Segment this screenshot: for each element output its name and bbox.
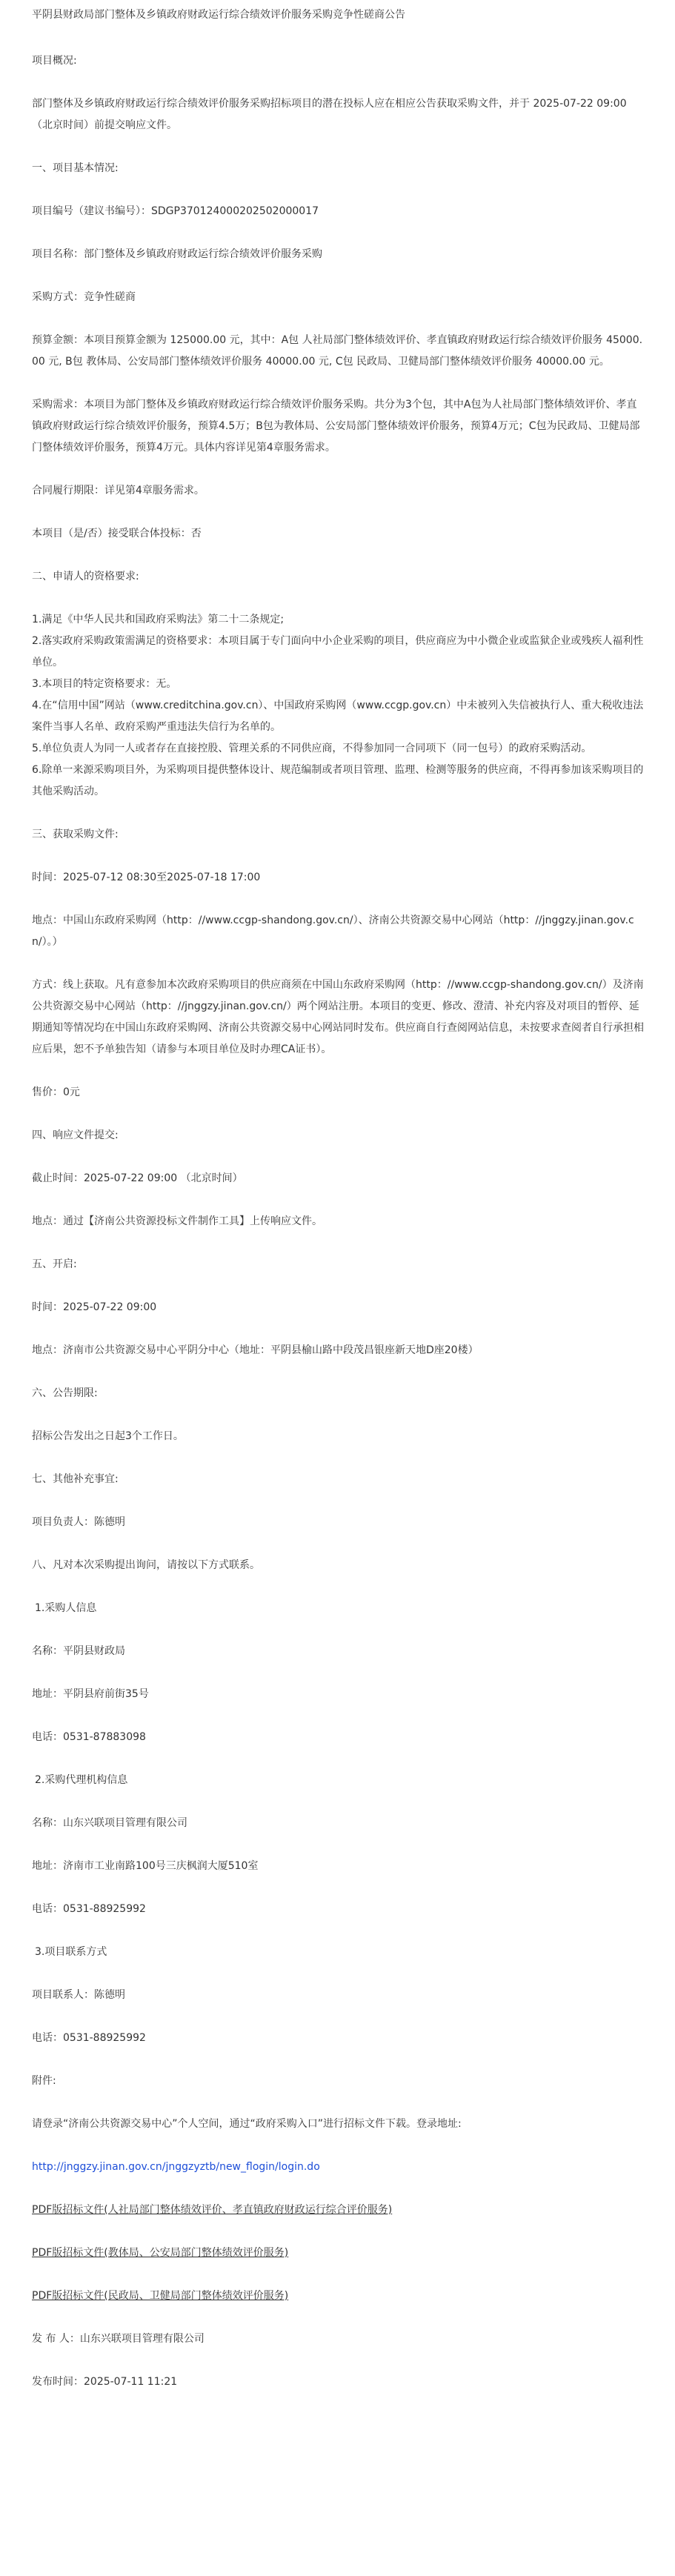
obtain-place: 地点：中国山东政府采购网（http：//www.ccgp-shandong.gov.cn/）、济南公共资源交易中心网站（http：//jnggzy.jinan.gov.cn/）。）: [32, 914, 634, 948]
qualification-item: 4.在“信用中国”网站（www.creditchina.gov.cn）、中国政府采购网（www.ccgp.gov.cn）中未被列入失信被执行人、重大税收违法案件当事人名单、政府采购严重违法失信行为名单的。: [32, 700, 644, 733]
qualification-item: 6.除单一来源采购项目外，为采购项目提供整体设计、规范编制或者项目管理、监理、检测等服务的供应商，不得再参加该采购项目的其他采购活动。: [32, 764, 644, 797]
overview-heading: 项目概况:: [32, 55, 77, 67]
section-2-heading: 二、申请人的资格要求:: [32, 571, 139, 582]
qualification-item: 5.单位负责人为同一人或者存在直接控股、管理关系的不同供应商，不得参加同一合同项下（同一包号）的政府采购活动。: [32, 743, 592, 754]
contact-person: 项目联系人：陈德明: [32, 1989, 125, 2001]
overview-text: 部门整体及乡镇政府财政运行综合绩效评价服务采购招标项目的潜在投标人应在相应公告获取采购文件，并于 2025-07-22 09:00 （北京时间）前提交响应文件。: [32, 98, 627, 131]
agency-heading: 2.采购代理机构信息: [35, 1774, 128, 1786]
obtain-method: 方式：线上获取。凡有意参加本次政府采购项目的供应商须在中国山东政府采购网（http：//www.ccgp-shandong.gov.cn/）及济南公共资源交易中心网站（http：//jnggzy.jinan.gov.cn/）两个网站注册。本项目的变更、修改、澄清、补充内容及对项目的暂停、延期通知等情况均在中国山东政府采购网、济南公共资源交易中心网站同时发布。供应商自行查阅网站信息，未按要求查阅者自行承担相应后果，恕不予单独告知（请参与本项目单位及时办理CA证书）。: [32, 979, 644, 1055]
opening-time: 时间：2025-07-22 09:00: [32, 1301, 157, 1313]
publish-time: 发布时间：2025-07-11 11:21: [32, 2376, 178, 2388]
procurement-needs: 采购需求：本项目为部门整体及乡镇政府财政运行综合绩效评价服务采购。共分为3个包，其中A包为人社局部门整体绩效评价、孝直镇政府财政运行综合绩效评价服务，预算4.5万；B包为教体局、公安局部门整体绩效评价服务，预算4万元；C包为民政局、卫健局部门整体绩效评价服务，预算4万元。具体内容详见第4章服务需求。: [32, 399, 640, 454]
qualification-item: 1.满足《中华人民共和国政府采购法》第二十二条规定;: [32, 614, 285, 625]
section-6-heading: 六、公告期限:: [32, 1387, 98, 1399]
project-name: 项目名称：部门整体及乡镇政府财政运行综合绩效评价服务采购: [32, 248, 322, 260]
pdf-document-b-link[interactable]: PDF版招标文件(教体局、公安局部门整体绩效评价服务): [32, 2247, 289, 2259]
purchaser-name: 名称：平阴县财政局: [32, 1645, 125, 1657]
pdf-document-a-link[interactable]: PDF版招标文件(人社局部门整体绩效评价、孝直镇政府财政运行综合评价服务): [32, 2204, 393, 2216]
agency-address: 地址：济南市工业南路100号三庆枫润大厦510室: [32, 1860, 259, 1872]
purchaser-heading: 1.采购人信息: [35, 1602, 97, 1614]
publisher: 发 布 人：山东兴联项目管理有限公司: [32, 2333, 205, 2345]
opening-place: 地点：济南市公共资源交易中心平阴分中心（地址：平阴县榆山路中段茂昌银座新天地D座20楼）: [32, 1344, 479, 1356]
document-price: 售价：0元: [32, 1086, 80, 1098]
submission-deadline: 截止时间：2025-07-22 09:00 （北京时间）: [32, 1172, 243, 1184]
contract-period: 合同履行期限：详见第4章服务需求。: [32, 485, 205, 497]
budget-amount: 预算金额：本项目预算金额为 125000.00 元，其中：A包 人社局部门整体绩效评价、孝直镇政府财政运行综合绩效评价服务 45000.00 元, B包 教体局、公安局部门整体绩效评价服务 40000.00 元, C包 民政局、卫健局部门整体绩效评价服务 40000.00 元。: [32, 334, 643, 368]
contact-phone: 电话：0531-88925992: [32, 2032, 146, 2044]
project-number: 项目编号（建议书编号）：SDGP370124000202502000017: [32, 205, 319, 217]
procurement-method: 采购方式：竞争性磋商: [32, 291, 136, 303]
contact-heading: 3.项目联系方式: [35, 1946, 107, 1958]
section-4-heading: 四、响应文件提交:: [32, 1129, 119, 1141]
qualification-list: [32, 609, 645, 803]
agency-name: 名称：山东兴联项目管理有限公司: [32, 1817, 187, 1829]
pdf-document-c-link[interactable]: PDF版招标文件(民政局、卫健局部门整体绩效评价服务): [32, 2290, 289, 2302]
section-7-heading: 七、其他补充事宜:: [32, 1473, 119, 1485]
agency-phone: 电话：0531-88925992: [32, 1903, 146, 1915]
submission-place: 地点：通过【济南公共资源投标文件制作工具】上传响应文件。: [32, 1215, 322, 1227]
consortium-note: 本项目（是/否）接受联合体投标：否: [32, 528, 202, 540]
section-5-heading: 五、开启:: [32, 1258, 77, 1270]
attachment-heading: 附件:: [32, 2075, 56, 2087]
qualification-item: 3.本项目的特定资格要求：无。: [32, 678, 177, 690]
login-note: 请登录“济南公共资源交易中心”个人空间，通过“政府采购入口”进行招标文件下载。登录地址:: [32, 2118, 462, 2130]
page-title: 平阴县财政局部门整体及乡镇政府财政运行综合绩效评价服务采购竞争性磋商公告: [32, 9, 405, 21]
section-3-heading: 三、获取采购文件:: [32, 829, 119, 840]
notice-period: 招标公告发出之日起3个工作日。: [32, 1430, 184, 1442]
purchaser-address: 地址：平阴县府前街35号: [32, 1688, 149, 1700]
project-manager: 项目负责人：陈德明: [32, 1516, 125, 1528]
obtain-time: 时间：2025-07-12 08:30至2025-07-18 17:00: [32, 872, 261, 883]
purchaser-phone: 电话：0531-87883098: [32, 1731, 146, 1743]
section-8-heading: 八、凡对本次采购提出询问，请按以下方式联系。: [32, 1559, 260, 1571]
section-1-heading: 一、项目基本情况:: [32, 162, 119, 174]
login-url-link[interactable]: http://jnggzy.jinan.gov.cn/jnggzyztb/new_flogin/login.do: [32, 2161, 320, 2173]
qualification-item: 2.落实政府采购政策需满足的资格要求：本项目属于专门面向中小企业采购的项目，供应商应为中小微企业或监狱企业或残疾人福利性单位。: [32, 635, 644, 668]
